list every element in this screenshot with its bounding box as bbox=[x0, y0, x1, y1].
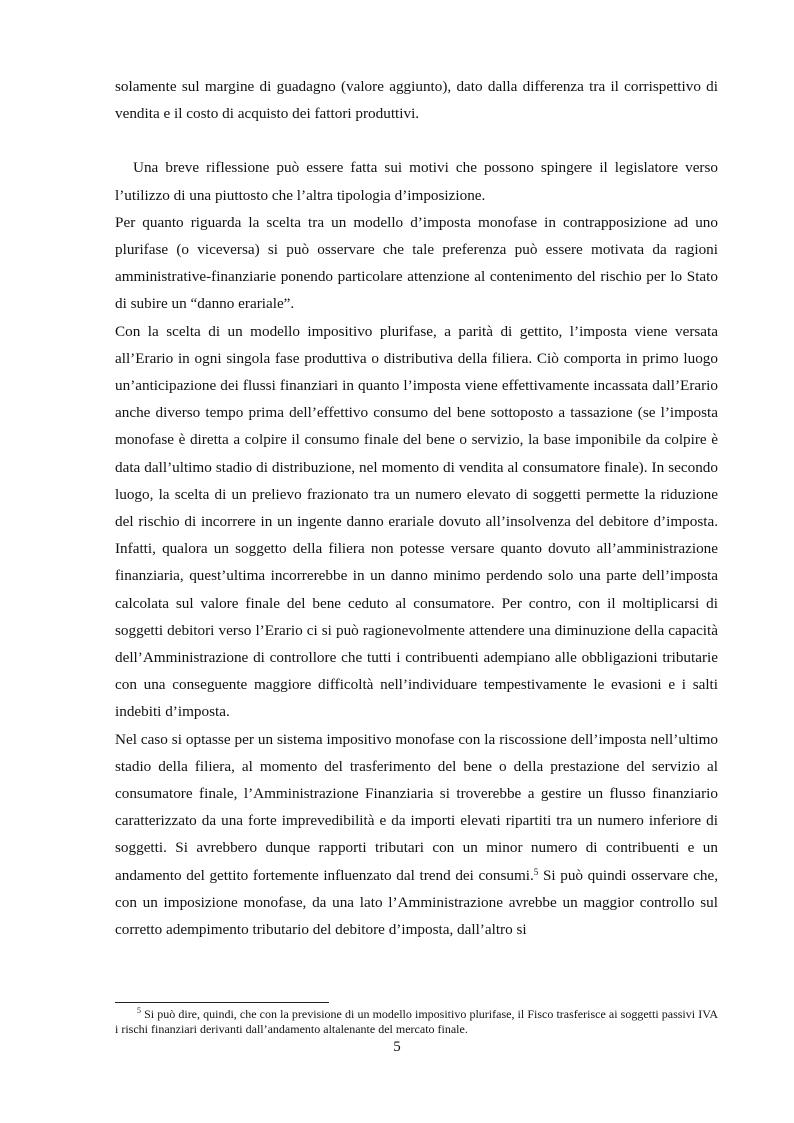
footnote-reference[interactable]: 5 bbox=[533, 866, 539, 877]
paragraph-1: solamente sul margine di guadagno (valore aggiunto), dato dalla differenza tra il corrispettivo di vendita e il costo di acquisto dei fattori produttivi. bbox=[115, 78, 718, 123]
footnote bbox=[115, 1007, 718, 1037]
page-number: 5 bbox=[393, 1039, 401, 1055]
footnote-separator bbox=[115, 1002, 329, 1003]
paragraph-2: Una breve riflessione può essere fatta sui motivi che possono spingere il legislatore verso l’utilizzo di una piuttosto che l’altra tipologia d’imposizione. bbox=[115, 159, 718, 204]
paragraph-spacer bbox=[115, 127, 718, 154]
paragraph-5-text-before-note: Nel caso si optasse per un sistema impositivo monofase con la riscossione dell’imposta nell’ultimo stadio della filiera, al momento del trasferimento del bene o della prestazione del servizio al consumatore finale, l’Amministrazione Finanziaria si troverebbe a gestire un flusso finanziario caratterizzato da una forte imprevedibilità e da importi elevati ripartiti tra un numero inferiore di soggetti. Si avrebbero dunque rapporti tributari con un minor numero di contribuenti e un andamento del gettito fortemente influenzato dal trend dei consumi. bbox=[115, 730, 718, 884]
page-body bbox=[115, 73, 718, 943]
paragraph-4: Con la scelta di un modello impositivo plurifase, a parità di gettito, l’imposta viene versata all’Erario in ogni singola fase produttiva o distributiva della filiera. Ciò comporta in primo luogo un’anticipazione dei flussi finanziari in quanto l’imposta viene effettivamente incassata dall’Erario anche diverso tempo prima dell’effettivo consumo del bene sottoposto a tassazione (se l’imposta monofase è diretta a colpire il consumo finale del bene o servizio, la base imponibile da colpire è data dall’ultimo stadio di distribuzione, nel momento di vendita al consumatore finale). In secondo luogo, la scelta di un prelievo frazionato tra un numero elevato di soggetti permette la riduzione del rischio di incorrere in un ingente danno erariale dovuto all’insolvenza del debitore d’imposta. Infatti, qualora un soggetto della filiera non potesse versare quanto dovuto all’amministrazione finanziaria, quest’ultima incorrerebbe in un danno minimo perdendo solo una parte dell’imposta calcolata sul valore finale del bene ceduto al consumatore. Per contro, con il moltiplicarsi di soggetti debitori verso l’Erario ci si può ragionevolmente attendere una diminuzione della capacità dell’Amministrazione di controllore che tutti i contribuenti adempiano alle obbligazioni tributarie con una conseguente maggiore difficoltà nell’individuare tempestivamente le evasioni e i salti indebiti d’imposta. bbox=[115, 322, 718, 721]
footnote-number: 5 bbox=[137, 1006, 141, 1015]
paragraph-5-text-after-note: Si può quindi osservare che, con un imposizione monofase, da una lato l’Amministrazione avrebbe un maggior controllo sul corretto adempimento tributario del debitore d’imposta, dall’altro si bbox=[115, 866, 718, 939]
footnote-text: Si può dire, quindi, che con la previsione di un modello impositivo plurifase, il Fisco trasferisce ai soggetti passivi IVA i rischi finanziari derivanti dall’andamento altalenante del mercato finale. bbox=[115, 1007, 718, 1036]
paragraph-3: Per quanto riguarda la scelta tra un modello d’imposta monofase in contrapposizione ad uno plurifase (o viceversa) si può osservare che tale preferenza può essere motivata da ragioni amministrative-finanziarie ponendo particolare attenzione al contenimento del rischio per lo Stato di subire un “danno erariale”. bbox=[115, 213, 718, 313]
paragraph-5 bbox=[115, 726, 718, 944]
